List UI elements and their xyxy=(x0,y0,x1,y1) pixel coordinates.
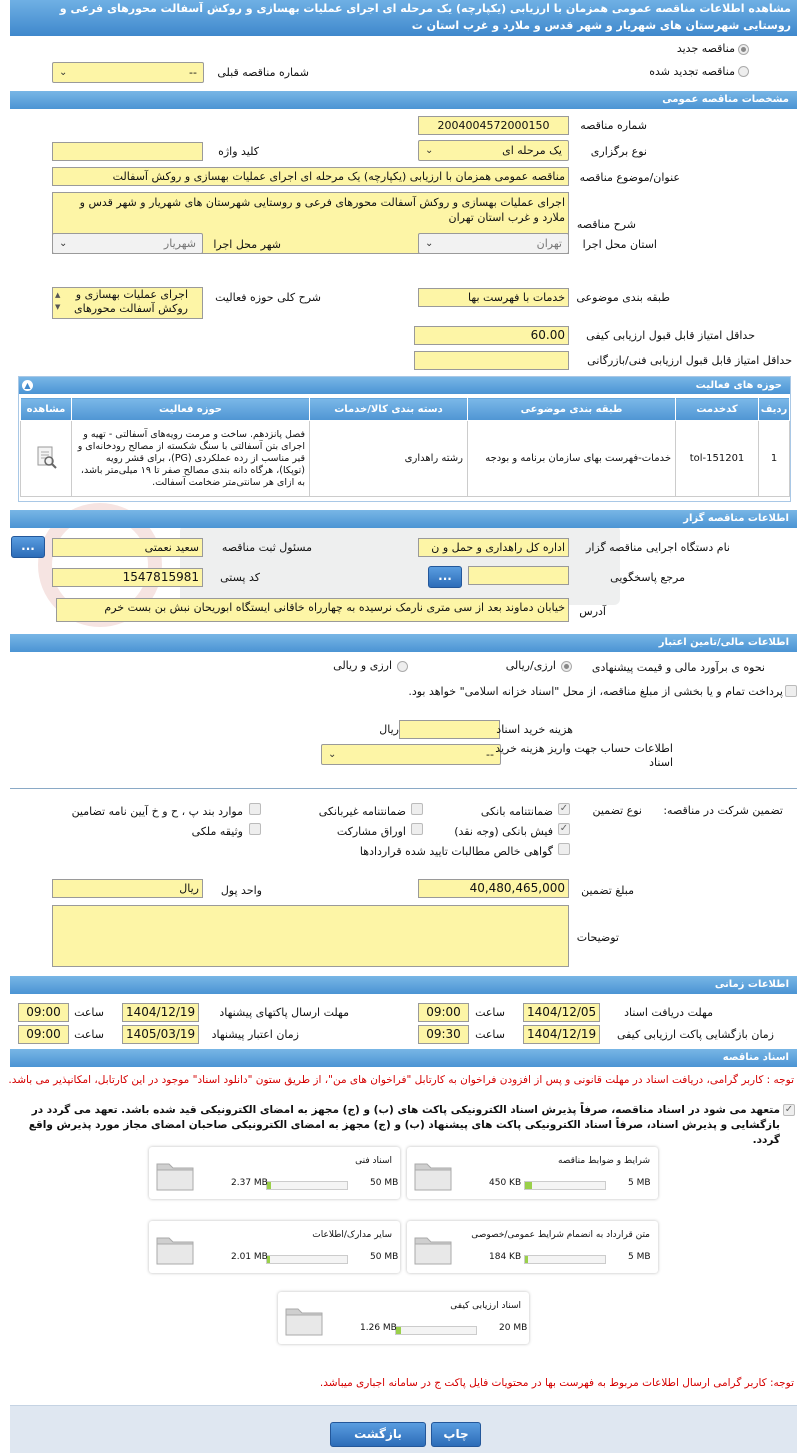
prev-number-select[interactable]: -- ⌄ xyxy=(52,62,204,83)
new-tender-label: مناقصه جدید xyxy=(676,42,735,55)
guarantee-section-label: تضمین شرکت در مناقصه: xyxy=(663,804,783,817)
scroll-arrows-icon[interactable]: ▲ ▼ xyxy=(55,291,61,311)
file-used: 1.26 MB xyxy=(360,1323,397,1333)
treasury-text: پرداخت تمام و یا بخشی از مبلغ مناقصه، از محل "اسناد خزانه اسلامی" خواهد بود. xyxy=(408,685,783,698)
file-progress xyxy=(524,1181,606,1190)
cell-scope: فصل پانزدهم. ساخت و مرمت رویه‌های آسفالتی - تهیه و اجرای بتن آسفالتی با سنگ شکسته از مصالح رودخانه‌ای و قیر مناسب از رده عملکردی (PG)، برای قشر رویه (توپکا)، هرگاه دانه بندی مصالح صفر تا ۱۹ میلی‌متر باشد، به ازای هر سانتی‌متر ضخامت آسفالت. xyxy=(72,421,310,497)
file-title: سایر مدارک/اطلاعات xyxy=(312,1230,392,1240)
city-select[interactable]: شهریار ⌄ xyxy=(52,233,203,254)
col-row: ردیف xyxy=(759,398,790,421)
file-progress xyxy=(266,1255,348,1264)
file-cards-area xyxy=(140,1147,670,1407)
claims-checkbox[interactable] xyxy=(558,843,570,855)
file-used: 450 KB xyxy=(489,1178,522,1188)
chevron-down-icon: ⌄ xyxy=(425,145,434,156)
bank-receipt-checkbox[interactable]: ✓ xyxy=(559,823,569,834)
currency-and-rial-label: ارزی و ریالی xyxy=(333,659,392,672)
file-used: 2.01 MB xyxy=(231,1252,268,1262)
file-title: اسناد ارزیابی کیفی xyxy=(450,1301,521,1311)
section-timing: اطلاعات زمانی xyxy=(10,976,797,994)
file-max: 20 MB xyxy=(499,1323,528,1333)
account-label: اطلاعات حساب جهت واریز هزینه خرید اسناد xyxy=(495,742,673,769)
col-category: طبقه بندی موضوعی xyxy=(468,398,676,421)
divider xyxy=(10,788,797,789)
commit-text: متعهد می شود در اسناد مناقصه، صرفاً پذیرش اسناد الکترونیکی پاکت های (ب) و (ج) مجهز به امضای الکترونیکی قید شده باشد. تعهد می گردد در بازگشایی و پذیرش اسناد، صرفاً اسناد الکترونیکی پاکت های پیشنهاد (ب) و (ج) مجهز به امضای الکترونیکی صاحبان امضای مجاز مورد پذیرش واقع گردد. xyxy=(28,1104,780,1146)
doc-cost-label: هزینه خرید اسناد xyxy=(496,723,573,736)
min-tech-label: حداقل امتیاز قابل قبول ارزیابی فنی/بازرگانی xyxy=(587,354,792,367)
prev-number-label: شماره مناقصه قبلی xyxy=(217,66,309,79)
guarantee-type-label: نوع تضمین xyxy=(592,804,642,817)
view-document-icon[interactable] xyxy=(33,444,59,470)
send-time-label: ساعت xyxy=(74,1006,104,1019)
back-button[interactable]: بازگشت xyxy=(330,1422,426,1447)
guarantee-amount-label: مبلغ تضمین xyxy=(581,884,634,897)
chevron-down-icon: ⌄ xyxy=(59,238,68,249)
validity-date[interactable]: 1405/03/19 xyxy=(122,1025,199,1044)
bank-guarantee-label: ضمانتنامه بانکی xyxy=(480,805,553,818)
keyword-field[interactable] xyxy=(52,142,203,161)
send-deadline-label: مهلت ارسال پاکتهای پیشنهاد xyxy=(219,1006,349,1019)
responsible-field[interactable]: سعید نعمتی xyxy=(52,538,203,557)
folder-icon xyxy=(413,1230,453,1266)
bylaw-checkbox[interactable] xyxy=(249,803,261,815)
estimate-label: نحوه ی برآورد مالی و قیمت پیشنهادی xyxy=(591,661,765,674)
address-label: آدرس xyxy=(579,605,606,618)
folder-icon xyxy=(155,1156,195,1192)
table-row xyxy=(21,421,790,497)
chevron-down-icon: ⌄ xyxy=(59,67,68,78)
min-quality-label: حداقل امتیاز قابل قبول ارزیابی کیفی xyxy=(586,329,755,342)
description-label: شرح مناقصه xyxy=(576,218,636,231)
section-organizer: اطلاعات مناقصه گزار xyxy=(10,510,797,528)
non-bank-checkbox[interactable] xyxy=(411,803,423,815)
footer-note: توجه: کاربر گرامی ارسال اطلاعات مربوط به فهرست بها در محتویات فایل پاکت ج در سامانه اجباری میباشد. xyxy=(319,1377,794,1389)
guarantee-amount-field[interactable]: 40,480,465,000 xyxy=(418,879,569,898)
file-progress-fill xyxy=(525,1256,528,1263)
cell-view[interactable] xyxy=(21,421,72,497)
doc-cost-field[interactable] xyxy=(399,720,500,739)
renewed-tender-label: مناقصه تجدید شده xyxy=(649,65,735,78)
cell-code: tol-151201 xyxy=(676,421,759,497)
validity-label: زمان اعتبار پیشنهاد xyxy=(211,1028,299,1041)
doc-cost-unit: ریال xyxy=(379,723,399,736)
header-line-1: مشاهده اطلاعات مناقصه عمومی همزمان با ارزیابی (یکپارچه) یک مرحله ای اجرای عملیات بهسازی و روکش آسفالت محورهای فرعی و xyxy=(59,2,791,15)
subject-field[interactable]: مناقصه عمومی همزمان با ارزیابی (یکپارچه) یک مرحله ای اجرای عملیات بهسازی و روکش آسفالت xyxy=(52,167,569,186)
file-card[interactable] xyxy=(278,1292,529,1344)
account-select[interactable]: -- ⌄ xyxy=(321,744,501,765)
validity-time[interactable]: 09:00 xyxy=(18,1025,69,1044)
new-tender-radio[interactable] xyxy=(738,44,749,55)
validity-time-label: ساعت xyxy=(74,1028,104,1041)
documents-notice: توجه : کاربر گرامی، دریافت اسناد در مهلت قانونی و پس از افزودن فراخوان به کارتابل "فراخوان های من"، از طریق ستون "دانلود اسناد" موجود در این کارتابل، امکانپذیر می باشد. xyxy=(8,1074,794,1086)
city-label: شهر محل اجرا xyxy=(213,238,281,251)
min-quality-field[interactable]: 60.00 xyxy=(414,326,569,345)
category-label: طبقه بندی موضوعی xyxy=(576,291,670,304)
header-line-2: روستایی شهرستان های شهریار و شهر قدس و ملارد و غرب استان ت xyxy=(411,19,791,32)
open-time-label: ساعت xyxy=(475,1028,505,1041)
col-view: مشاهده xyxy=(21,398,72,421)
responsible-label: مسئول ثبت مناقصه xyxy=(221,541,312,554)
activities-table xyxy=(20,397,790,497)
bonds-checkbox[interactable] xyxy=(411,823,423,835)
activities-title: حوزه های فعالیت xyxy=(19,377,790,394)
cell-category: خدمات-فهرست بهای سازمان برنامه و بودجه xyxy=(468,421,676,497)
bank-guarantee-checkbox[interactable]: ✓ xyxy=(559,803,569,814)
tender-type-label: نوع برگزاری xyxy=(590,145,647,158)
commit-checkbox[interactable]: ✓ xyxy=(784,1104,794,1115)
section-general: مشخصات مناقصه عمومی xyxy=(10,91,797,109)
receive-deadline-date[interactable]: 1404/12/05 xyxy=(523,1003,600,1022)
send-deadline-date[interactable]: 1404/12/19 xyxy=(122,1003,199,1022)
address-field[interactable]: خیابان دماوند بعد از سی متری نارمک نرسیده به چهارراه خاقانی ایستگاه ابوریحان نبش بن بست خرم xyxy=(56,598,569,622)
non-bank-label: ضمانتنامه غیربانکی xyxy=(318,805,406,818)
response-ref-label: مرجع پاسخگویی xyxy=(610,571,685,584)
col-code: کدخدمت xyxy=(676,398,759,421)
currency-rial-radio[interactable] xyxy=(561,661,572,672)
file-title: شرایط و ضوابط مناقصه xyxy=(557,1156,650,1166)
send-deadline-time[interactable]: 09:00 xyxy=(18,1003,69,1022)
property-label: وثیقه ملکی xyxy=(191,825,243,838)
min-tech-field[interactable] xyxy=(414,351,569,370)
response-ref-button[interactable]: ... xyxy=(428,566,462,588)
category-field[interactable]: خدمات با فهرست بها xyxy=(418,288,569,307)
collapse-icon[interactable]: ▲ xyxy=(22,380,33,391)
open-label: زمان بازگشایی پاکت ارزیابی کیفی xyxy=(616,1028,774,1041)
section-documents: اسناد مناقصه xyxy=(10,1049,797,1067)
file-used: 184 KB xyxy=(489,1252,522,1262)
file-max: 5 MB xyxy=(628,1252,651,1262)
claims-label: گواهی خالص مطالبات تایید شده قراردادها xyxy=(359,845,553,858)
tender-number-field[interactable]: 2004004572000150 xyxy=(418,116,569,135)
file-used: 2.37 MB xyxy=(231,1178,268,1188)
bylaw-label: موارد بند پ ، ح و خ آیین نامه تضامین xyxy=(71,805,243,818)
file-progress xyxy=(524,1255,606,1264)
file-title: متن قرارداد به انضمام شرایط عمومی/خصوصی xyxy=(471,1230,650,1240)
open-date[interactable]: 1404/12/19 xyxy=(523,1025,600,1044)
activity-desc-field[interactable]: اجرای عملیات بهسازی و روکش آسفالت محورهای xyxy=(52,287,203,319)
tender-type-select[interactable]: یک مرحله ای ⌄ xyxy=(418,140,569,161)
notes-field[interactable] xyxy=(52,905,569,967)
response-ref-field[interactable] xyxy=(468,566,569,585)
organizer-name-label: نام دستگاه اجرایی مناقصه گزار xyxy=(586,541,730,554)
treasury-checkbox[interactable] xyxy=(785,685,797,697)
description-field[interactable]: اجرای عملیات بهسازی و روکش آسفالت محورهای فرعی و روستایی شهرستان های شهریار و شهر قدس و ملارد و غرب استان تهران xyxy=(52,192,569,254)
currency-rial-label: ارزی/ریالی xyxy=(505,659,556,672)
file-card[interactable] xyxy=(407,1147,658,1199)
postal-code-label: کد پستی xyxy=(220,571,260,584)
cell-row: 1 xyxy=(759,421,790,497)
receive-deadline-label: مهلت دریافت اسناد xyxy=(624,1006,713,1019)
col-group: دسته بندی کالا/خدمات xyxy=(310,398,468,421)
file-card[interactable] xyxy=(149,1221,400,1273)
keyword-label: کلید واژه xyxy=(218,145,259,158)
open-time[interactable]: 09:30 xyxy=(418,1025,469,1044)
section-finance: اطلاعات مالی/تامین اعتبار xyxy=(10,634,797,652)
tender-number-label: شماره مناقصه xyxy=(580,119,647,132)
currency-label: واحد پول xyxy=(220,884,262,897)
file-title: اسناد فنی xyxy=(355,1156,392,1166)
province-label: استان محل اجرا xyxy=(582,238,657,251)
file-progress xyxy=(266,1181,348,1190)
folder-icon xyxy=(155,1230,195,1266)
organizer-name-field[interactable]: اداره کل راهداری و حمل و ن xyxy=(418,538,569,557)
file-max: 50 MB xyxy=(370,1178,399,1188)
col-scope: حوزه فعالیت xyxy=(72,398,310,421)
renewed-tender-radio[interactable] xyxy=(738,66,749,77)
province-select[interactable]: تهران ⌄ xyxy=(418,233,569,254)
chevron-down-icon: ⌄ xyxy=(425,238,434,249)
folder-icon xyxy=(413,1156,453,1192)
file-card[interactable] xyxy=(149,1147,400,1199)
file-max: 5 MB xyxy=(628,1178,651,1188)
activity-desc-label: شرح کلی حوزه فعالیت xyxy=(215,291,321,304)
file-max: 50 MB xyxy=(370,1252,399,1262)
organizer-more-button[interactable]: ... xyxy=(11,536,45,558)
file-card[interactable] xyxy=(407,1221,658,1273)
currency-field[interactable]: ریال xyxy=(52,879,203,898)
subject-label: عنوان/موضوع مناقصه xyxy=(579,171,680,184)
currency-and-rial-radio[interactable] xyxy=(397,661,408,672)
property-checkbox[interactable] xyxy=(249,823,261,835)
bonds-label: اوراق مشارکت xyxy=(336,825,406,838)
bank-receipt-label: فیش بانکی (وجه نقد) xyxy=(454,825,553,838)
folder-icon xyxy=(284,1301,324,1337)
notes-label: توضیحات xyxy=(576,931,619,944)
chevron-down-icon: ⌄ xyxy=(328,749,337,760)
cell-group: رشته راهداری xyxy=(310,421,468,497)
receive-deadline-time[interactable]: 09:00 xyxy=(418,1003,469,1022)
receive-time-label: ساعت xyxy=(475,1006,505,1019)
file-progress xyxy=(395,1326,477,1335)
print-button[interactable]: چاپ xyxy=(431,1422,481,1447)
file-progress-fill xyxy=(525,1182,532,1189)
postal-code-field[interactable]: 1547815981 xyxy=(52,568,203,587)
